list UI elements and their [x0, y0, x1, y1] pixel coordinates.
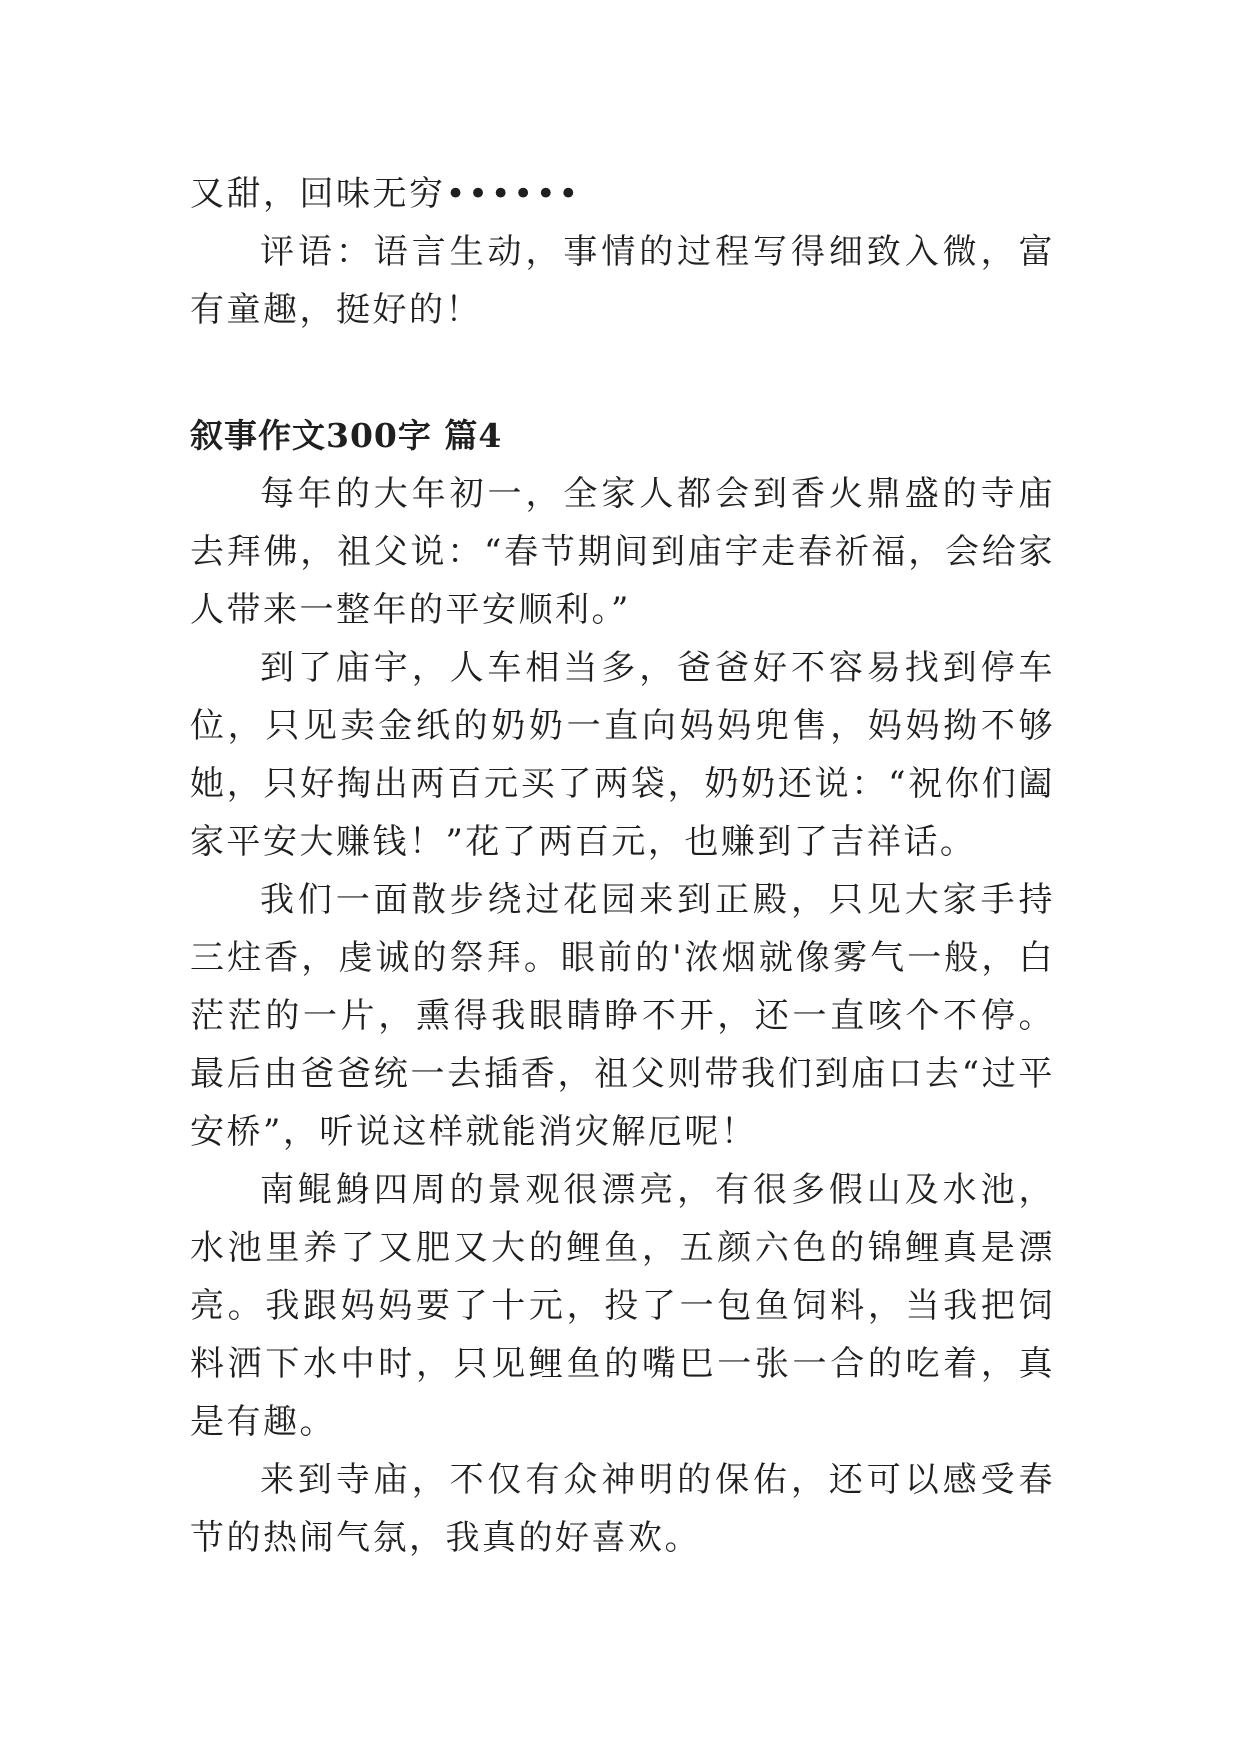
- document-body: [190, 165, 1055, 1567]
- carryover-line: 又甜，回味无穷••••••: [190, 174, 581, 214]
- paragraph-3: 我们一面散步绕过花园来到正殿，只见大家手持三炷香，虔诚的祭拜。眼前的'浓烟就像雾气一般，白茫茫的一片，熏得我眼睛睁不开，还一直咳个不停。最后由爸爸统一去插香，祖父则带我们到庙口去“过平安桥”，听说这样就能消灾解厄呢！: [190, 880, 1055, 1152]
- section-title: 叙事作文300字 篇4: [190, 416, 503, 455]
- paragraph-2: 到了庙宇，人车相当多，爸爸好不容易找到停车位，只见卖金纸的奶奶一直向妈妈兜售，妈妈拗不够她，只好掏出两百元买了两袋，奶奶还说：“祝你们阖家平安大赚钱！”花了两百元，也赚到了吉祥话。: [190, 648, 1055, 862]
- paragraph-5: 来到寺庙，不仅有众神明的保佑，还可以感受春节的热闹气氛，我真的好喜欢。: [190, 1460, 1055, 1558]
- paragraph-4: 南鲲鯓四周的景观很漂亮，有很多假山及水池，水池里养了又肥又大的鲤鱼，五颜六色的锦鲤真是漂亮。我跟妈妈要了十元，投了一包鱼饲料，当我把饲料洒下水中时，只见鲤鱼的嘴巴一张一合的吃着，真是有趣。: [190, 1170, 1055, 1442]
- paragraph-1: 每年的大年初一，全家人都会到香火鼎盛的寺庙去拜佛，祖父说：“春节期间到庙宇走春祈福，会给家人带来一整年的平安顺利。”: [190, 474, 1055, 630]
- teacher-comment: 评语：语言生动，事情的过程写得细致入微，富有童趣，挺好的！: [190, 232, 1055, 330]
